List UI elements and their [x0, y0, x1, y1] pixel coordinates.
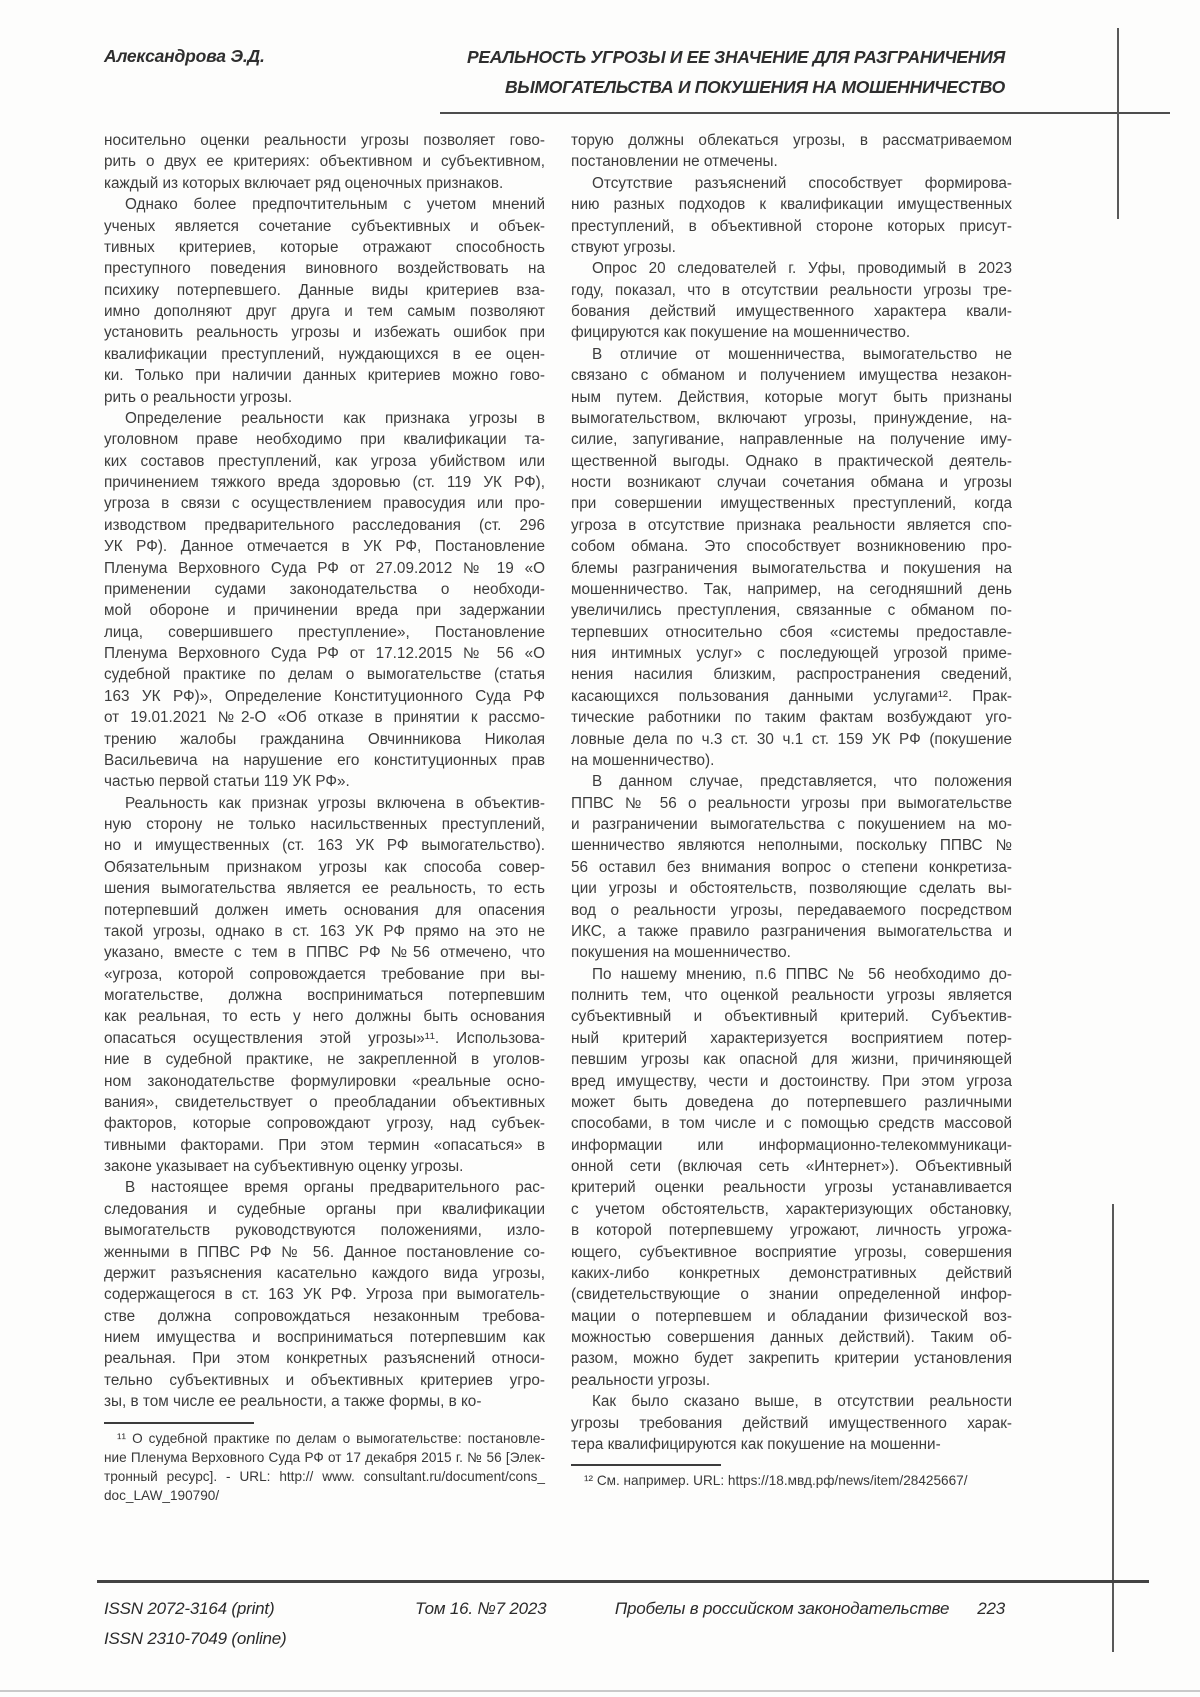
header-rule [440, 112, 1170, 114]
text-line: Отсутствие разъяснений способствует формирова- [592, 174, 1012, 192]
text-line: способами, в том числе и с помощью средств массовой [571, 1115, 1012, 1133]
right-column [571, 130, 1012, 1490]
footnote-11 [104, 1429, 545, 1505]
text-line: субъективный и объективный критерий. Субъектив- [571, 1008, 1012, 1026]
text-line: ющего, субъективное восприятие угрозы, совершения [571, 1243, 1012, 1261]
text-line: шенничество являются неполными, поскольку ППВС № [571, 837, 1012, 855]
volume-issue: Том 16. №7 2023 [415, 1599, 547, 1618]
text-line: держит разъяснения касательно каждого вида угрозы, [104, 1264, 545, 1282]
text-line: собом обмана. Это способствует возникновению про- [571, 538, 1012, 556]
text-line: В настоящее время органы предварительного рас- [125, 1179, 545, 1197]
text-line: покушения на мошенничество. [571, 944, 791, 962]
text-line: Однако более предпочтительным с учетом мнений [125, 196, 545, 214]
footnote-12 [571, 1471, 1012, 1490]
text-line: Васильевича на нарушение его конституционных прав [104, 751, 545, 769]
text-line: Пленума Верховного Суда РФ от 17.12.2015 № 56 «О [104, 645, 545, 662]
text-line: можностью совершения данных действий). Таким об- [571, 1329, 1012, 1346]
text-line: ния интимных услуг» с последующей угрозой приме- [571, 645, 1012, 662]
text-line: носительно оценки реальности угрозы позволяет гово- [104, 132, 545, 149]
text-line: вымогательством, включают угрозы, принуждение, на- [571, 409, 1012, 427]
article-title-line1: РЕАЛЬНОСТЬ УГРОЗЫ И ЕЕ ЗНАЧЕНИЕ ДЛЯ РАЗГРАНИЧЕНИЯ [467, 47, 1005, 67]
paragraph [571, 173, 1012, 259]
text-line: 56 оставил без внимания вопрос о степени конкретиза- [571, 858, 1012, 876]
footnote-separator-right [571, 1464, 721, 1466]
article-title [467, 42, 1005, 102]
text-line: от 19.01.2021 №2-О «Об отказе в принятии к рассмо- [104, 709, 545, 727]
article-title-line2: ВЫМОГАТЕЛЬСТВА И ПОКУШЕНИЯ НА МОШЕННИЧЕСТВО [504, 77, 1005, 97]
text-line: содержащегося в ст. 163 УК РФ. Угроза при вымогатель- [104, 1286, 545, 1304]
text-line: Как было сказано выше, в отсутствии реальности [592, 1393, 1012, 1411]
text-line: каких-либо конкретных демонстративных действий [571, 1264, 1012, 1282]
text-line: doc_LAW_190790/ [104, 1487, 220, 1503]
text-line: щественной выгоды. Однако в практической деятель- [571, 452, 1012, 470]
page-number: 223 [977, 1599, 1005, 1618]
text-line: ¹¹ О судебной практике по делам о вымогательстве: постановле- [117, 1430, 545, 1446]
text-line: имно дополняют друг друга и тем самым позволяют [104, 303, 545, 320]
paragraph [571, 258, 1012, 344]
text-line: каждый из которых включает ряд оценочных признаков. [104, 174, 504, 192]
text-line: году, показал, что в отсутствии реальности угрозы тре- [571, 281, 1012, 299]
author-name: Александрова Э.Д. [104, 46, 265, 66]
text-line: тические работники по таким фактам возбуждают уго- [571, 709, 1012, 727]
text-line: вод о реальности угрозы, передаваемого посредством [571, 901, 1012, 919]
text-line: тельно субъективных и объективных критериев угро- [104, 1371, 545, 1389]
text-line: вред имуществу, чести и достоинству. При этом угроза [571, 1072, 1012, 1090]
paragraph [104, 194, 545, 408]
left-column-text [104, 130, 545, 1413]
text-line: тера квалифицируются как покушение на мошенни- [571, 1435, 941, 1453]
text-line: законе указывает на субъективную оценку угрозы. [104, 1158, 464, 1175]
text-line: угроза в связи с осуществлением правосудия или про- [104, 495, 545, 513]
text-line: судебной практике по делам о вымогательстве (статья [104, 666, 545, 684]
text-line: ученых является сочетание субъективных и объек- [104, 217, 545, 235]
text-line: Реальность как признак угрозы включена в объектив- [125, 794, 545, 812]
text-line: указано, вместе с тем в ППВС РФ №56 отмечено, что [104, 944, 545, 962]
text-line: уголовном праве необходимо при квалификации та- [104, 431, 545, 449]
paragraph [104, 130, 545, 194]
text-line: квалификации преступлений, нуждающихся в ее оцен- [104, 345, 545, 363]
text-line: ствуют угрозы. [571, 238, 676, 256]
text-line: трению жалобы гражданина Овчинникова Николая [104, 730, 545, 748]
text-line: торую должны облекаться угрозы, в рассматриваемом [571, 132, 1012, 149]
text-line: ких составов преступлений, как угроза убийством или [104, 452, 545, 470]
text-line: ции угрозы и обстоятельств, позволяющие сделать вы- [571, 880, 1012, 898]
text-line: женными в ППВС РФ № 56. Данное постановление со- [104, 1243, 545, 1261]
text-line: мации о потерпевшем и обладании физической воз- [571, 1307, 1012, 1325]
text-line: с учетом обстоятельств, характеризующих обстановку, [571, 1200, 1012, 1218]
text-line: УК РФ). Данное отмечается в УК РФ, Постановление [104, 538, 545, 556]
text-line: бования действий имущественного характера квали- [571, 303, 1012, 320]
text-line: (свидетельствующие о знании определенной инфор- [571, 1286, 1012, 1304]
text-line: но и имущественных (ст. 163 УК РФ вымогательство). [104, 837, 545, 855]
text-line: терпевших относительно сбоя «системы предоставле- [571, 623, 1012, 641]
text-line: вымогательств руководствуются положениями, изло- [104, 1222, 545, 1240]
text-line: тивных критериев, которые отражают способность [104, 238, 545, 256]
text-line: потерпевший должен иметь основания для опасения [104, 901, 545, 919]
text-line: Обязательным признаком угрозы как способа совер- [104, 858, 545, 876]
text-line: следования и судебные органы при квалификации [104, 1200, 545, 1218]
text-line: «угроза, которой сопровождается требование при вы- [104, 965, 545, 983]
text-line: нения насилия близким, распространения сведений, [571, 666, 1012, 684]
text-line: ным путем. Действия, которые могут быть признаны [571, 388, 1012, 406]
text-line: реальности угрозы. [571, 1371, 711, 1389]
text-line: фицируются как покушение на мошенничество. [571, 324, 911, 342]
text-line: постановлении не отмечены. [571, 153, 778, 171]
text-line: полнить тем, что оценкой реальности угрозы является [571, 987, 1012, 1004]
text-line: увеличились преступления, связанные с обманом по- [571, 602, 1012, 620]
paragraph [571, 771, 1012, 963]
journal-name: Пробелы в российском законодательстве [614, 1599, 950, 1618]
text-line: в которой потерпевшему угрожают, личность угрожа- [571, 1222, 1012, 1240]
footnote-paragraph [104, 1429, 545, 1505]
text-line: и разграничении вымогательства с покушением на мо- [571, 816, 1012, 833]
text-line: установить реальность угрозы и избежать ошибок при [104, 324, 545, 342]
paragraph [104, 408, 545, 793]
text-line: частью первой статьи 119 УК РФ». [104, 773, 350, 791]
text-line: применении судами законодательства о необходи- [104, 580, 545, 598]
text-line: мошенничество. Так, например, на сегодняшний день [571, 580, 1012, 598]
text-line: тронный ресурс]. - URL: http:// www. consultant.ru/document/cons_ [104, 1468, 545, 1484]
text-line: при совершении имущественных преступлений, когда [571, 495, 1012, 513]
text-line: ный критерий характеризуется восприятием потер- [571, 1029, 1012, 1047]
paragraph [104, 793, 545, 1178]
text-line: нию разных подходов к квалификации имущественных [571, 196, 1012, 214]
text-line: лица, совершившего преступление», Постановление [104, 623, 545, 641]
text-line: угроза в отсутствие признака реальности является спо- [571, 516, 1012, 534]
text-line: опасаться осуществления этой угрозы»¹¹. Использова- [104, 1029, 545, 1047]
text-line: Определение реальности как признака угрозы в [125, 409, 545, 427]
text-line: такой угрозы, однако в ст. 163 УК РФ прямо на это не [104, 922, 545, 940]
text-line: мой обороне и причинении вреда при задержании [104, 602, 545, 620]
text-line: Опрос 20 следователей г. Уфы, проводимый в 2023 [592, 260, 1012, 278]
footer-rule [97, 1580, 1149, 1583]
paragraph [571, 344, 1012, 772]
text-line: ППВС № 56 о реальности угрозы при вымогательстве [571, 794, 1012, 812]
page-bottom-edge [0, 1690, 1200, 1692]
paragraph [571, 130, 1012, 173]
text-line: может быть доведена до потерпевшего различными [571, 1093, 1012, 1111]
text-line: реальная. При этом конкретных разъяснений относи- [104, 1350, 545, 1368]
text-line: ки. Только при наличии данных критериев можно гово- [104, 367, 545, 385]
journal-name-block [615, 1594, 1005, 1624]
text-line: ном законодательстве формулировки «реальные осно- [104, 1072, 545, 1090]
text-line: ¹² См. например. URL: https://18.мвд.рф/news/item/28425667/ [584, 1473, 968, 1489]
text-line: ИКС, а также правило разграничения вымогательства и [571, 922, 1012, 940]
text-line: В данном случае, представляется, что положения [592, 773, 1012, 791]
text-line: на мошенничество). [571, 751, 715, 769]
text-line: По нашему мнению, п.6 ППВС № 56 необходимо до- [592, 965, 1012, 983]
page-edge-line-top [1117, 28, 1119, 219]
text-line: рить о реальности угрозы. [104, 388, 293, 406]
issn-online: ISSN 2310-7049 (online) [104, 1629, 287, 1648]
paragraph [571, 964, 1012, 1392]
text-line: касающихся пользования данными услугами¹². Прак- [571, 687, 1012, 705]
paragraph [571, 1391, 1012, 1455]
text-line: блемы разграничения вымогательства и покушения на [571, 559, 1012, 577]
text-line: ности возникают случаи сочетания обмана и угрозы [571, 474, 1012, 491]
page-footer [104, 1594, 1005, 1674]
text-line: нием имущества и восприниматься потерпевшим как [104, 1329, 545, 1346]
text-line: информации или информационно-телекоммуникаци- [571, 1136, 1012, 1154]
text-line: угрозы требования действий имущественного харак- [571, 1414, 1012, 1432]
text-line: стве должна сопровождаться незаконным требова- [104, 1307, 545, 1325]
text-line: певшим угрозы как опасной для жизни, причиняющей [571, 1051, 1012, 1069]
text-line: ние в судебной практике, не закрепленной в уголов- [104, 1051, 545, 1069]
text-line: шения вымогательства является ее реальность, то есть [104, 880, 545, 898]
text-line: психику потерпевшего. Данные виды критериев вза- [104, 281, 545, 299]
text-line: зы, в том числе ее реальности, а также формы, в ко- [104, 1393, 482, 1411]
right-column-text [571, 130, 1012, 1455]
text-line: преступлений, в объективной стороне которых присут- [571, 217, 1012, 235]
text-line: вания», свидетельствует о преобладании объективных [104, 1093, 545, 1111]
left-column [104, 130, 545, 1505]
page-edge-line-bottom [1112, 1204, 1114, 1652]
text-line: разом, можно будет закрепить критерии установления [571, 1350, 1012, 1368]
text-line: ние Пленума Верховного Суда РФ от 17 декабря 2015 г. № 56 [Элек- [104, 1449, 545, 1465]
text-line: связано с обманом и получением имущества незакон- [571, 367, 1012, 385]
footnote-paragraph [571, 1471, 1012, 1490]
text-line: В отличие от мошенничества, вымогательство не [592, 345, 1012, 363]
issn-print: ISSN 2072-3164 (print) [104, 1599, 275, 1618]
footnote-separator-left [104, 1422, 254, 1424]
text-line: преступного поведения виновного воздействовать на [104, 260, 545, 278]
paragraph [104, 1177, 545, 1412]
text-line: рить о двух ее критериях: объективном и субъективном, [104, 153, 545, 171]
text-line: Пленума Верховного Суда РФ от 27.09.2012 № 19 «О [104, 559, 545, 577]
text-line: тивными факторами. При этом термин «опасаться» в [104, 1136, 545, 1154]
text-line: ную сторону не только насильственных преступлений, [104, 816, 545, 833]
text-line: изводством предварительного расследования (ст. 296 [104, 516, 545, 534]
text-line: могательстве, должна восприниматься потерпевшим [104, 987, 545, 1004]
text-line: как реальная, то есть у него должны быть основания [104, 1008, 545, 1026]
text-line: 163 УК РФ)», Определение Конституционного Суда РФ [104, 687, 545, 705]
text-line: факторов, которые сопровождают угрозу, над субъек- [104, 1115, 545, 1133]
text-line: причинением тяжкого вреда здоровью (ст. 119 УК РФ), [104, 474, 545, 491]
text-line: ловные дела по ч.3 ст. 30 ч.1 ст. 159 УК РФ (покушение [571, 730, 1012, 748]
text-line: онной сети (включая сеть «Интернет»). Объективный [571, 1158, 1012, 1175]
text-line: критерий оценки реальности угрозы устанавливается [571, 1179, 1012, 1197]
text-line: силие, запугивание, направленные на получение иму- [571, 431, 1012, 449]
